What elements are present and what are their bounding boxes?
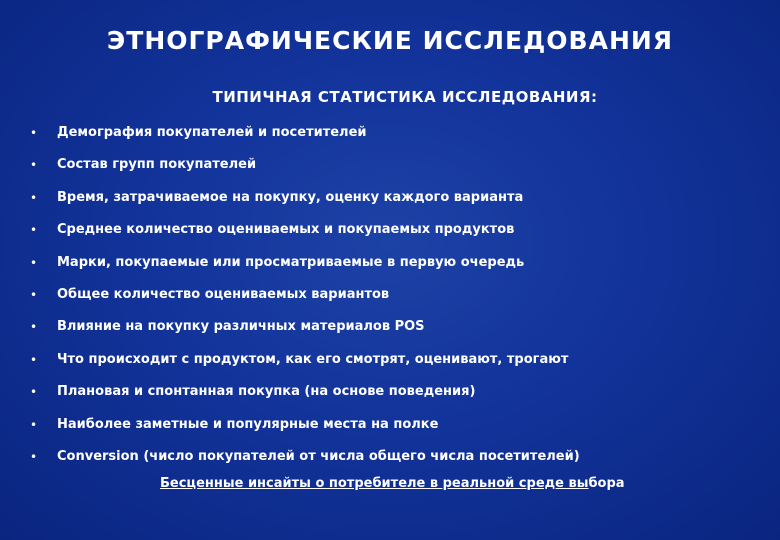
footer-note-underlined: Бесценные инсайты о потребителе в реальной среде вы — [160, 476, 589, 491]
list-item-text: Что происходит с продуктом, как его смотрят, оценивают, трогают — [57, 351, 569, 367]
list-item — [0, 344, 780, 376]
list-item-text: Демография покупателей и посетителей — [57, 125, 367, 140]
list-item-text: Общее количество оцениваемых вариантов — [57, 286, 390, 302]
footer-note — [160, 476, 625, 491]
list-item-text: Плановая и спонтанная покупка (на основе поведения) — [57, 384, 476, 400]
footer-note-tail: бора — [588, 476, 625, 491]
bullet-icon: • — [30, 287, 38, 302]
list-item-text: Влияние на покупку различных материалов POS — [57, 319, 425, 335]
list-item — [0, 247, 780, 279]
bullet-icon: • — [30, 190, 38, 205]
list-item — [0, 214, 780, 246]
bullet-icon: • — [30, 449, 38, 464]
list-item-text: Наиболее заметные и популярные места на полке — [57, 416, 439, 432]
list-item — [0, 311, 780, 343]
bullet-icon: • — [30, 385, 38, 400]
list-item-text: Марки, покупаемые или просматриваемые в первую очередь — [57, 254, 525, 270]
bullet-icon: • — [30, 223, 38, 238]
list-item — [0, 182, 780, 214]
bullet-icon: • — [30, 126, 38, 140]
list-item-text: Среднее количество оцениваемых и покупаемых продуктов — [57, 222, 515, 238]
slide-title: ЭТНОГРАФИЧЕСКИЕ ИССЛЕДОВАНИЯ — [106, 26, 674, 55]
bullet-icon: • — [30, 320, 38, 335]
bullet-icon: • — [30, 352, 38, 367]
slide-subtitle: ТИПИЧНАЯ СТАТИСТИКА ИССЛЕДОВАНИЯ: — [212, 88, 598, 106]
list-item-text: Время, затрачиваемое на покупку, оценку каждого варианта — [57, 189, 524, 205]
list-item — [0, 279, 780, 311]
list-item — [0, 149, 780, 181]
list-item — [0, 376, 780, 408]
list-item — [0, 441, 780, 473]
list-item-text: Conversion (число покупателей от числа общего числа посетителей) — [57, 448, 580, 464]
list-item — [0, 117, 780, 149]
bullet-icon: • — [30, 417, 38, 432]
bullet-icon: • — [30, 158, 38, 173]
bullet-icon: • — [30, 255, 38, 270]
list-item — [0, 409, 780, 441]
list-item-text: Состав групп покупателей — [57, 157, 257, 173]
bullet-list — [0, 117, 780, 473]
